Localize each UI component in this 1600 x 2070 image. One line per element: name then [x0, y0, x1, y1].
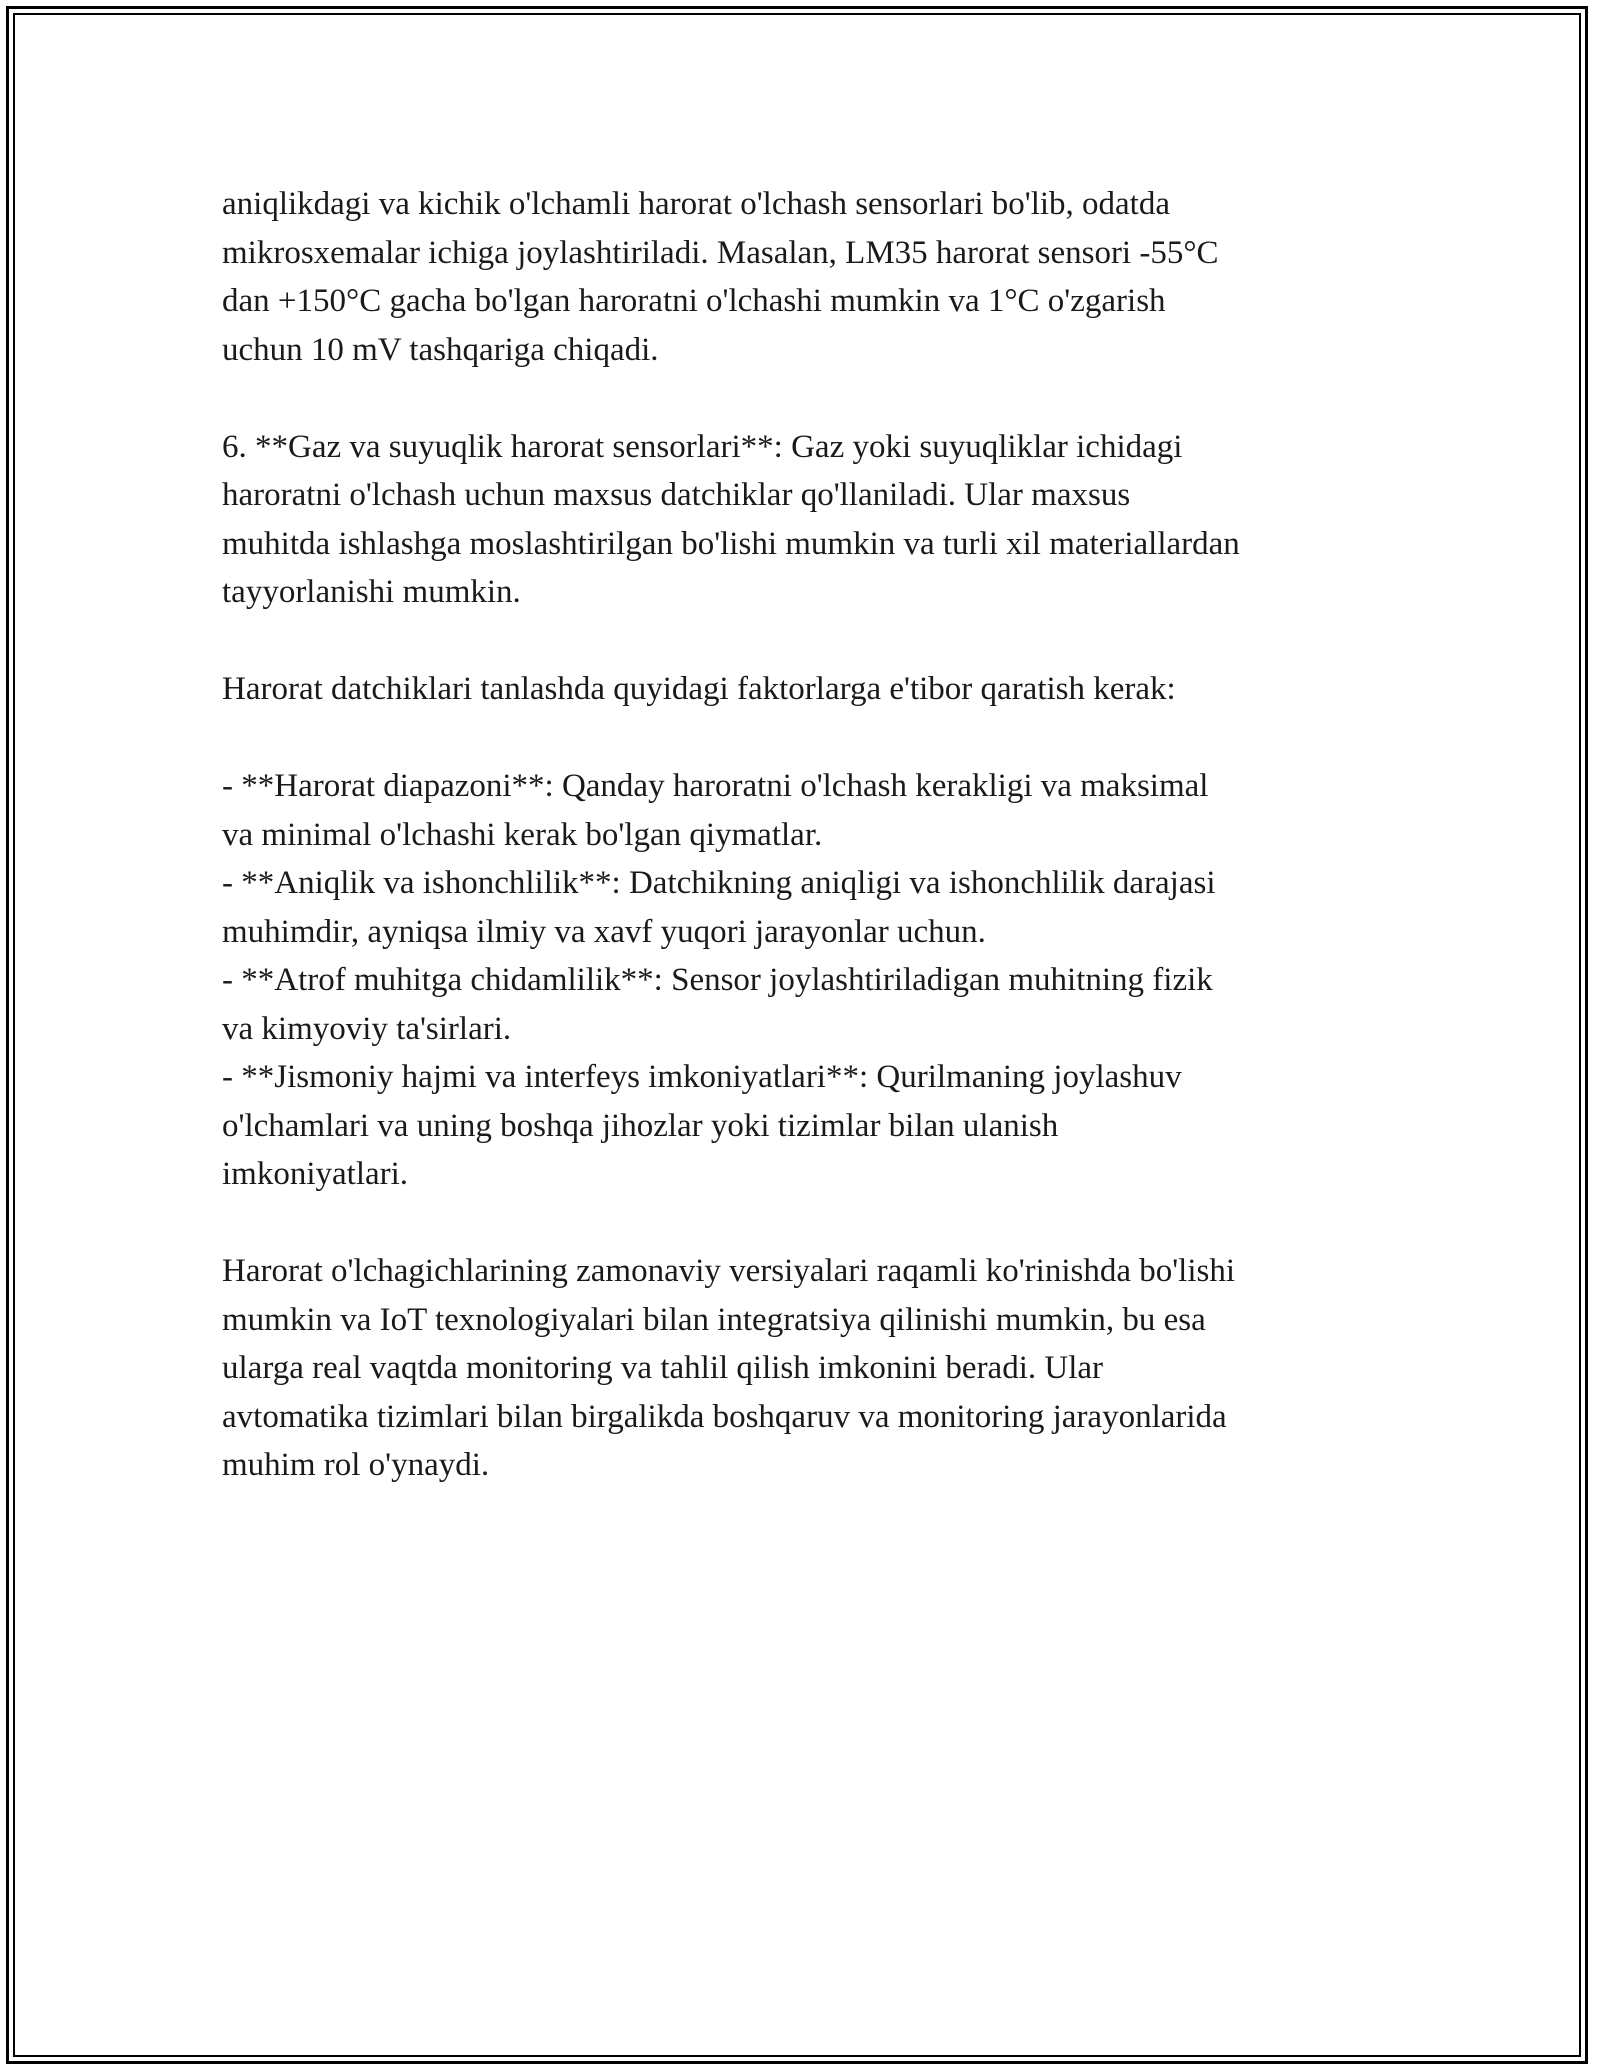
text-line: mumkin va IoT texnologiyalari bilan integratsiya qilinishi mumkin, bu esa: [222, 1301, 1206, 1338]
paragraph-selection-intro: [222, 665, 1372, 714]
paragraph-modern-versions: [222, 1247, 1372, 1490]
text-line: uchun 10 mV tashqariga chiqadi.: [222, 331, 659, 368]
text-line: muhitda ishlashga moslashtirilgan bo'lishi mumkin va turli xil materiallardan: [222, 525, 1240, 562]
text-line: va kimyoviy ta'sirlari.: [222, 1010, 512, 1047]
text-line: - **Harorat diapazoni**: Qanday haroratni o'lchash kerakligi va maksimal: [222, 768, 1209, 804]
text-line: avtomatika tizimlari bilan birgalikda boshqaruv va monitoring jarayonlarida: [222, 1398, 1227, 1435]
text-line: o'lchamlari va uning boshqa jihozlar yoki tizimlar bilan ulanish: [222, 1107, 1059, 1144]
text-line: haroratni o'lchash uchun maxsus datchiklar qo'llaniladi. Ular maxsus: [222, 477, 1131, 513]
text-line: muhimdir, ayniqsa ilmiy va xavf yuqori jarayonlar uchun.: [222, 913, 986, 950]
text-line: mikrosxemalar ichiga joylashtiriladi. Masalan, LM35 harorat sensori -55°C: [222, 234, 1219, 271]
text-line: aniqlikdagi va kichik o'lchamli harorat o'lchash sensorlari bo'lib, odatda: [222, 186, 1170, 222]
text-line: va minimal o'lchashi kerak bo'lgan qiymatlar.: [222, 816, 823, 853]
paragraph-selection-factors: [222, 762, 1372, 1199]
text-line: dan +150°C gacha bo'lgan haroratni o'lchashi mumkin va 1°C o'zgarish: [222, 283, 1166, 319]
paragraph-spacer: [222, 374, 1372, 423]
text-line: imkoniyatlari.: [222, 1156, 409, 1192]
paragraph-spacer: [222, 617, 1372, 666]
paragraph-spacer: [222, 1199, 1372, 1248]
text-line: - **Atrof muhitga chidamlilik**: Sensor joylashtiriladigan muhitning fizik: [222, 962, 1213, 998]
paragraph-gas-liquid-sensors: [222, 423, 1372, 617]
document-body: [222, 180, 1372, 1490]
text-line: - **Aniqlik va ishonchlilik**: Datchikning aniqligi va ishonchlilik darajasi: [222, 865, 1216, 901]
text-line: Harorat o'lchagichlarining zamonaviy versiyalari raqamli ko'rinishda bo'lishi: [222, 1253, 1236, 1289]
text-line: - **Jismoniy hajmi va interfeys imkoniyatlari**: Qurilmaning joylashuv: [222, 1059, 1182, 1095]
paragraph-spacer: [222, 714, 1372, 763]
paragraph-sensor-description: [222, 180, 1372, 374]
text-line: Harorat datchiklari tanlashda quyidagi faktorlarga e'tibor qaratish kerak:: [222, 671, 1176, 707]
text-line: 6. **Gaz va suyuqlik harorat sensorlari**: Gaz yoki suyuqliklar ichidagi: [222, 428, 1183, 465]
text-line: muhim rol o'ynaydi.: [222, 1447, 490, 1483]
text-line: ularga real vaqtda monitoring va tahlil qilish imkonini beradi. Ular: [222, 1350, 1104, 1386]
text-line: tayyorlanishi mumkin.: [222, 574, 521, 610]
